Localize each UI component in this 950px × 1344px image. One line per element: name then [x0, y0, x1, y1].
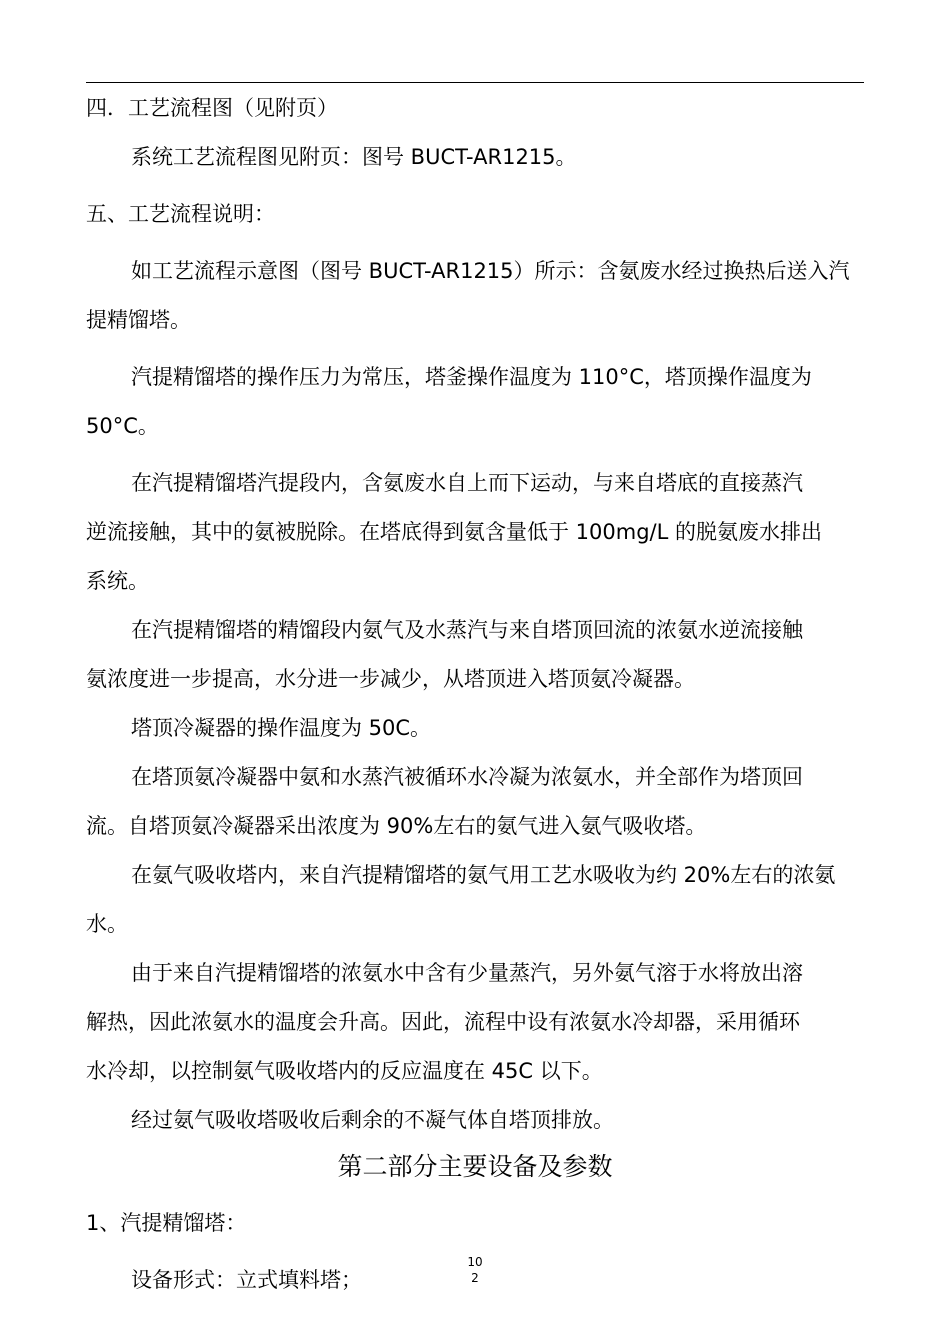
paragraph-line: 水冷却，以控制氨气吸收塔内的反应温度在 45C 以下。 [86, 1059, 603, 1083]
item-1-form: 设备形式：立式填料塔； [131, 1268, 362, 1292]
paragraph-line: 在汽提精馏塔的精馏段内氨气及水蒸汽与来自塔顶回流的浓氨水逆流接触 [131, 618, 803, 642]
paragraph-line: 在塔顶氨冷凝器中氨和水蒸汽被循环水冷凝为浓氨水，并全部作为塔顶回 [131, 765, 803, 789]
paragraph-8 [86, 949, 864, 1096]
paragraph-7 [86, 851, 864, 949]
section-5-heading: 五、工艺流程说明： [86, 202, 275, 226]
paragraph-1 [86, 247, 864, 345]
paragraph-line: 解热，因此浓氨水的温度会升高。因此，流程中设有浓氨水冷却器，采用循环 [86, 1010, 800, 1034]
paragraph-line: 由于来自汽提精馏塔的浓氨水中含有少量蒸汽，另外氨气溶于水将放出溶 [131, 961, 803, 985]
paragraph-line: 汽提精馏塔的操作压力为常压，塔釜操作温度为 110°C，塔顶操作温度为 [131, 365, 812, 389]
paragraph-line: 经过氨气吸收塔吸收后剩余的不凝气体自塔顶排放。 [131, 1108, 614, 1132]
paragraph-5 [86, 704, 864, 753]
paragraph-line: 流。自塔顶氨冷凝器采出浓度为 90%左右的氨气进入氨气吸收塔。 [86, 814, 707, 838]
paragraph-line: 塔顶冷凝器的操作温度为 50C。 [131, 716, 432, 740]
section-4-heading: 四．工艺流程图（见附页） [86, 96, 338, 120]
document-page [86, 84, 864, 1305]
paragraph-9 [86, 1096, 864, 1145]
header-rule [86, 82, 864, 83]
page-sub-number: 2 [471, 1271, 479, 1285]
paragraph-line: 提精馏塔。 [86, 308, 191, 332]
part-2-title: 第二部分主要设备及参数 [337, 1152, 613, 1181]
paragraph-6 [86, 753, 864, 851]
paragraph-line: 50°C。 [86, 414, 159, 438]
section-4-body: 系统工艺流程图见附页：图号 BUCT-AR1215。 [131, 145, 577, 169]
paragraph-3 [86, 459, 864, 606]
paragraph-2 [86, 353, 864, 451]
page-number: 10 [467, 1255, 483, 1269]
paragraph-line: 水。 [86, 912, 128, 936]
paragraph-line: 如工艺流程示意图（图号 BUCT-AR1215）所示：含氨废水经过换热后送入汽 [131, 259, 850, 283]
paragraph-line: 在氨气吸收塔内，来自汽提精馏塔的氨气用工艺水吸收为约 20%左右的浓氨 [131, 863, 836, 887]
paragraph-line: 系统。 [86, 569, 149, 593]
paragraph-line: 氨浓度进一步提高，水分进一步减少，从塔顶进入塔顶氨冷凝器。 [86, 667, 695, 691]
paragraph-4 [86, 606, 864, 704]
item-1-heading: 1、汽提精馏塔： [86, 1211, 247, 1235]
paragraph-line: 在汽提精馏塔汽提段内，含氨废水自上而下运动，与来自塔底的直接蒸汽 [131, 471, 803, 495]
paragraph-line: 逆流接触，其中的氨被脱除。在塔底得到氨含量低于 100mg/L 的脱氨废水排出 [86, 520, 822, 544]
